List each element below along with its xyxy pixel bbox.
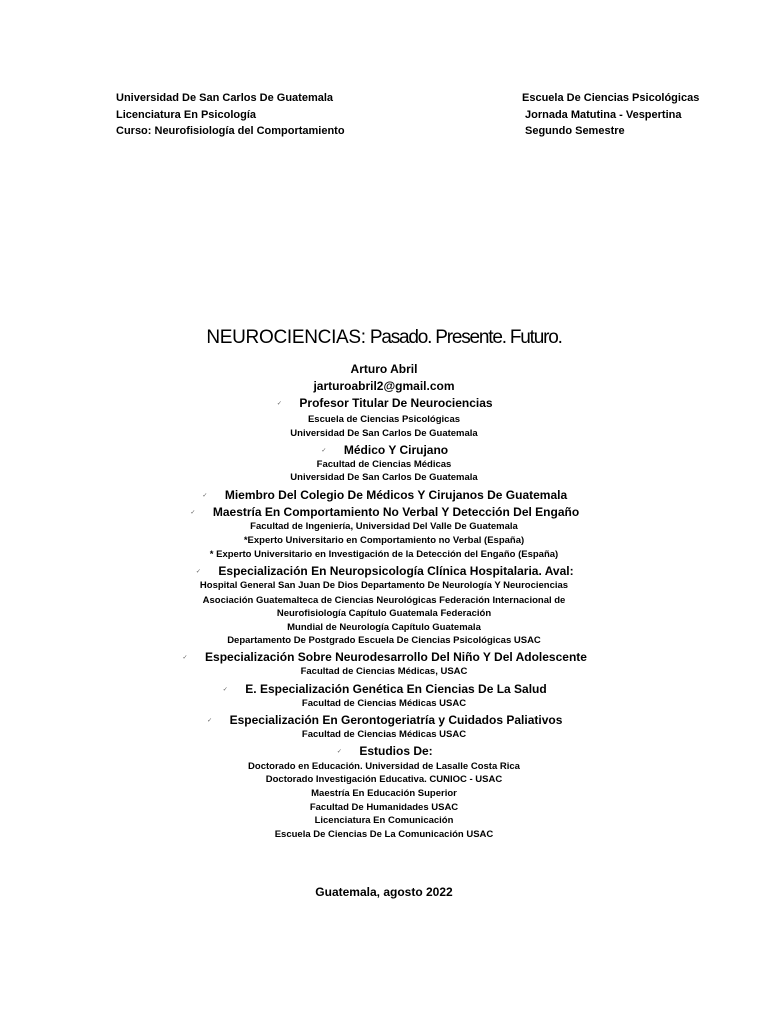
check-bullet-icon: ✓ (207, 718, 213, 725)
title-sub: Pasado. Presente. Futuro. (365, 327, 562, 348)
credential-detail: *Experto Universitario en Comportamiento no Verbal (España) (243, 535, 525, 546)
credential-heading (0, 744, 768, 758)
credential-heading-text: Especialización En Neuropsicología Clínica Hospitalaria. Aval: (218, 564, 574, 578)
header-degree: Licenciatura En Psicología (116, 108, 256, 121)
credential-heading-text: Médico Y Cirujano (343, 443, 449, 457)
credential-detail: Neurofisiología Capítulo Guatemala Federación (276, 608, 492, 619)
credential-detail: Hospital General San Juan De Dios Departamento De Neurología Y Neurociencias (199, 580, 569, 591)
credential-heading-text: Maestría En Comportamiento No Verbal Y Detección Del Engaño (212, 505, 580, 519)
check-bullet-icon: ✓ (190, 510, 196, 517)
credential-detail: Maestría En Educación Superior (311, 788, 457, 799)
credential-detail: Departamento De Postgrado Escuela De Ciencias Psicológicas USAC (227, 635, 541, 646)
header-school: Escuela De Ciencias Psicológicas (522, 92, 700, 104)
credential-heading (0, 396, 768, 410)
header-left (116, 90, 345, 140)
place-date: Guatemala, agosto 2022 (315, 885, 453, 899)
header-schedule: Jornada Matutina - Vespertina (525, 108, 682, 121)
check-bullet-icon: ✓ (276, 401, 282, 408)
credential-heading-text: Miembro Del Colegio De Médicos Y Cirujanos De Guatemala (224, 488, 568, 502)
check-bullet-icon: ✓ (222, 687, 228, 694)
credential-detail: Doctorado Investigación Educativa. CUNIOC - USAC (265, 774, 503, 785)
credential-detail: Escuela de Ciencias Psicológicas (307, 414, 461, 425)
credential-heading-text: E. Especialización Genética En Ciencias De La Salud (245, 682, 547, 696)
credential-heading (0, 443, 768, 457)
header-course: Curso: Neurofisiología del Comportamiento (116, 125, 345, 137)
check-bullet-icon: ✓ (182, 655, 188, 662)
credential-detail: Facultad de Ciencias Médicas (316, 459, 452, 470)
credential-heading (0, 564, 768, 578)
credential-heading-text: Profesor Titular De Neurociencias (299, 396, 493, 410)
credential-heading (0, 650, 768, 664)
check-bullet-icon: ✓ (321, 448, 327, 455)
credential-detail: Facultad de Ciencias Médicas USAC (301, 729, 467, 740)
credential-heading (0, 682, 768, 696)
header-university: Universidad De San Carlos De Guatemala (116, 92, 334, 104)
credential-detail: Facultad de Ingeniería, Universidad Del Valle De Guatemala (250, 521, 518, 532)
credential-detail: Doctorado en Educación. Universidad de Lasalle Costa Rica (248, 761, 520, 772)
credential-heading (0, 505, 768, 519)
credential-heading (0, 713, 768, 727)
credential-detail: * Experto Universitario en Investigación de la Detección del Engaño (España) (209, 549, 559, 560)
check-bullet-icon: ✓ (195, 569, 201, 576)
credential-detail: Mundial de Neurología Capítulo Guatemala (287, 622, 481, 633)
header-right (522, 90, 699, 140)
credential-detail: Facultad de Ciencias Médicas, USAC (300, 666, 468, 677)
credential-heading-text: Estudios De: (359, 744, 433, 758)
credential-detail: Asociación Guatemalteca de Ciencias Neurológicas Federación Internacional de (202, 595, 566, 606)
page-title (0, 325, 768, 351)
credential-detail: Universidad De San Carlos De Guatemala (290, 472, 478, 483)
credential-detail: Facultad de Ciencias Médicas USAC (301, 698, 467, 709)
credential-heading-text: Especialización En Gerontogeriatría y Cuidados Paliativos (229, 713, 563, 727)
check-bullet-icon: ✓ (202, 493, 208, 500)
credential-detail: Universidad De San Carlos De Guatemala (290, 428, 478, 439)
title-main: NEUROCIENCIAS: (206, 327, 366, 348)
credential-detail: Licenciatura En Comunicación (314, 815, 454, 826)
credential-heading-text: Especialización Sobre Neurodesarrollo Del Niño Y Del Adolescente (205, 650, 587, 664)
credential-heading (0, 488, 768, 502)
header-semester: Segundo Semestre (525, 125, 625, 137)
check-bullet-icon: ✓ (336, 749, 342, 756)
credential-detail: Facultad De Humanidades USAC (309, 802, 459, 813)
credential-detail: Escuela De Ciencias De La Comunicación USAC (274, 829, 494, 840)
author-name: Arturo Abril (350, 362, 418, 376)
author-email: jarturoabril2@gmail.com (313, 379, 455, 393)
